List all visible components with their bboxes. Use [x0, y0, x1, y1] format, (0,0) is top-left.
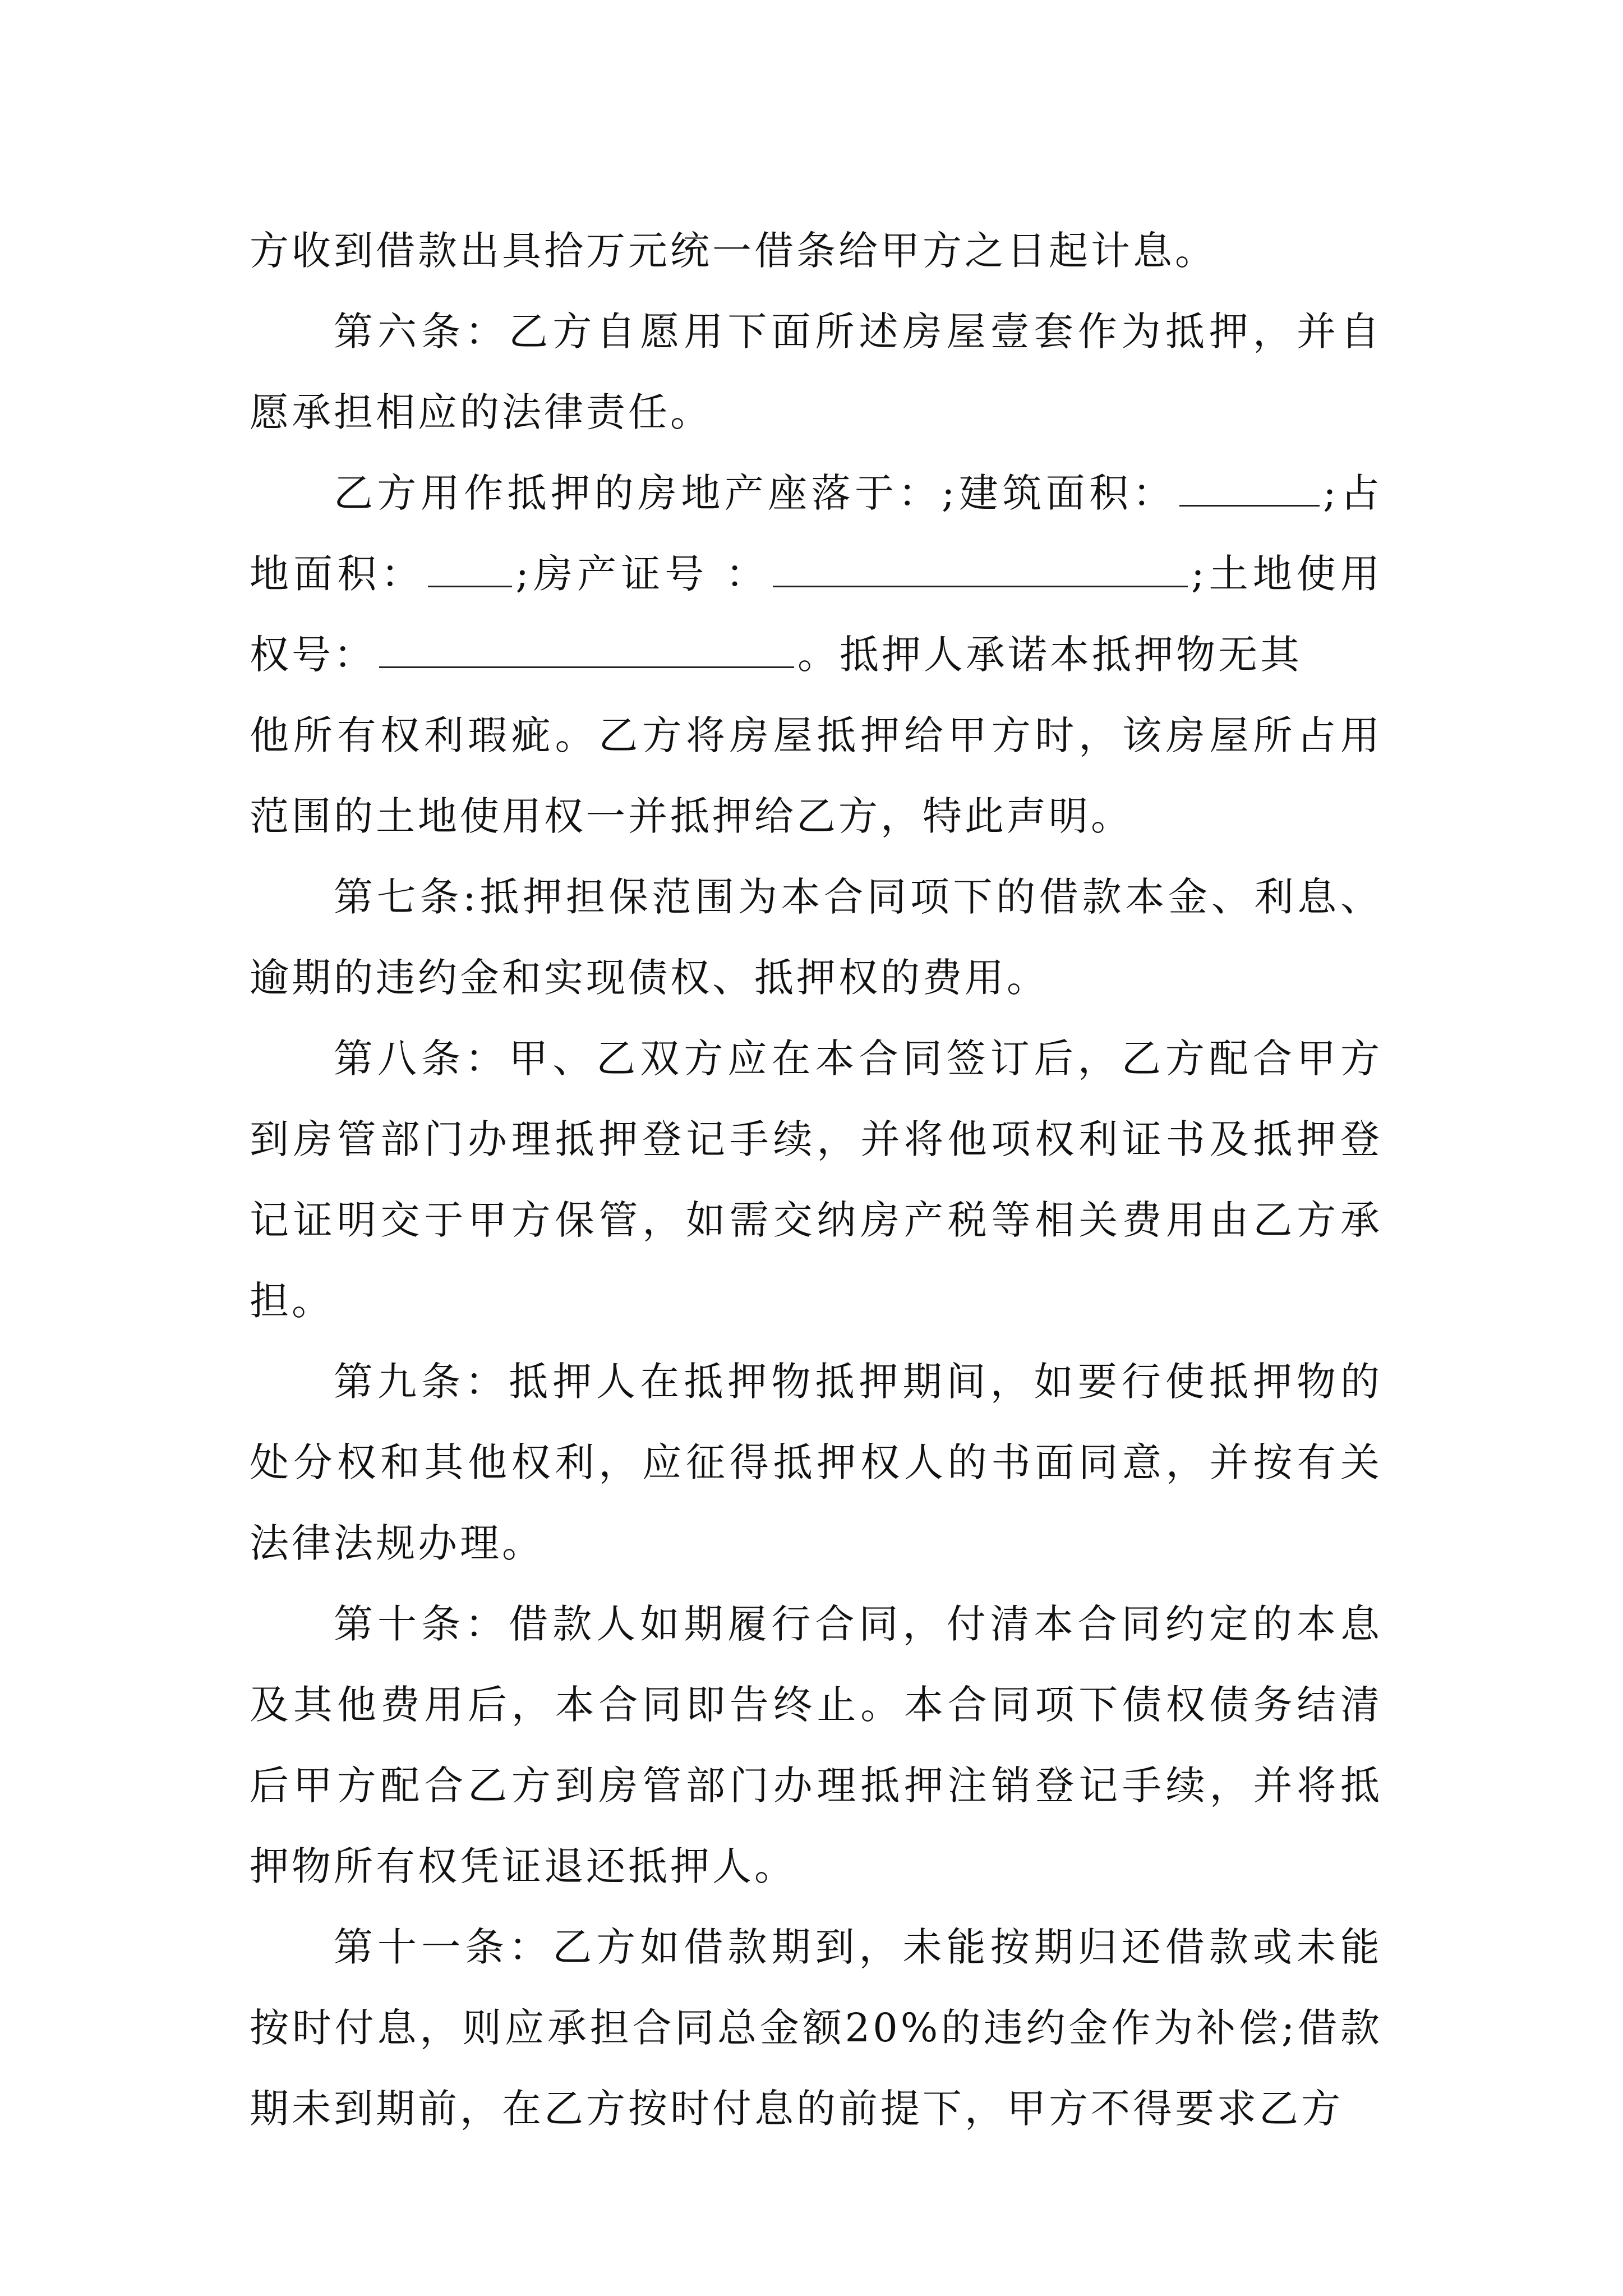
paragraph-article-6: 第六条：乙方自愿用下面所述房屋壹套作为抵押，并自愿承担相应的法律责任。	[250, 309, 1382, 435]
paragraph-article-11: 第十一条：乙方如借款期到，未能按期归还借款或未能按时付息，则应承担合同总金额20%的违约金作为补偿;借款期未到期前，在乙方按时付息的前提下，甲方不得要求乙方	[250, 1924, 1382, 2132]
property-location-label: 乙方用作抵押的房地产座落于：	[334, 470, 942, 516]
paragraph-article-10: 第十条：借款人如期履行合同，付清本合同约定的本息及其他费用后，本合同即告终止。本合同项下债权债务结清后甲方配合乙方到房管部门办理抵押注销登记手续，并将抵押物所有权凭证退还抵押人。	[250, 1601, 1382, 1889]
clause-separator: ;	[1322, 470, 1339, 516]
document-body	[250, 210, 1382, 2149]
paragraph-interest-start: 方收到借款出具拾万元统一借条给甲方之日起计息。	[250, 228, 1217, 274]
building-area-label: ;建筑面积：	[941, 470, 1176, 516]
paragraph-property-details	[250, 453, 1382, 695]
paragraph-article-7: 第七条:抵押担保范围为本合同项下的借款本金、利息、逾期的违约金和实现债权、抵押权的费用。	[250, 874, 1382, 1001]
paragraph-article-9: 第九条：抵押人在抵押物抵押期间，如要行使抵押物的处分权和其他权利，应征得抵押权人的书面同意，并按有关法律法规办理。	[250, 1359, 1382, 1566]
land-area-blank	[428, 552, 512, 587]
paragraph-property-statement: 他所有权利瑕疵。乙方将房屋抵押给甲方时，该房屋所占用范围的土地使用权一并抵押给乙方，特此声明。	[250, 712, 1382, 839]
land-use-right-label: ;土地使用权号：	[250, 551, 1383, 678]
property-cert-label: ;房产证号 ：	[515, 551, 769, 597]
property-cert-blank	[773, 552, 1188, 587]
building-area-blank	[1179, 471, 1320, 507]
land-area-label: 占地面积：	[250, 470, 1382, 597]
paragraph-article-8: 第八条：甲、乙双方应在本合同签订后，乙方配合甲方到房管部门办理抵押登记手续，并将他项权利证书及抵押登记证明交于甲方保管，如需交纳房产税等相关费用由乙方承担。	[250, 1036, 1382, 1324]
land-use-right-blank	[379, 633, 794, 668]
mortgage-promise-text: 。抵押人承诺本抵押物无其	[797, 632, 1302, 678]
